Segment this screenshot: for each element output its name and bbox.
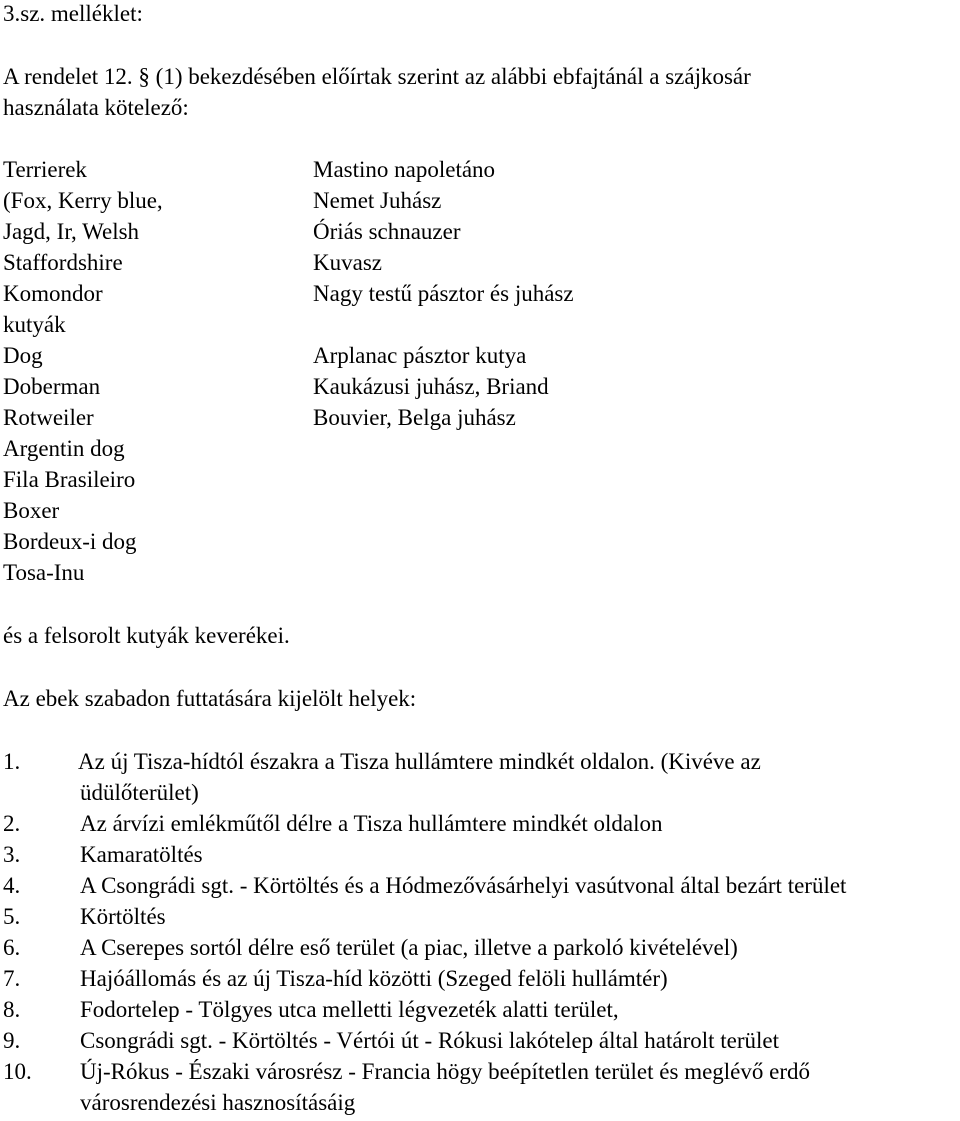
breed-item: Dog xyxy=(3,343,43,368)
spacer xyxy=(313,309,574,340)
item-text: Az új Tisza-hídtól északra a Tisza hullámtere mindkét oldalon. (Kivéve az xyxy=(78,749,761,774)
intro-line-1: A rendelet 12. § (1) bekezdésében előírtak szerint az alábbi ebfajtánál a szájkosár xyxy=(3,64,751,89)
breed-item: Bordeux-i dog xyxy=(3,529,137,554)
annex-label: 3.sz. melléklet: xyxy=(3,1,143,26)
breed-item: Kaukázusi juhász, Briand xyxy=(313,374,549,399)
intro-line-2: használata kötelező: xyxy=(3,95,189,120)
item-number: 10. xyxy=(3,1059,32,1084)
breed-item: kutyák xyxy=(3,312,66,337)
breed-item: Jagd, Ir, Welsh xyxy=(3,219,140,244)
item-text: Fodortelep - Tölgyes utca melletti légvezeték alatti terület, xyxy=(80,997,619,1022)
breed-item: Staffordshire xyxy=(3,250,123,275)
item-number: 5. xyxy=(3,904,21,929)
item-number: 9. xyxy=(3,1028,21,1053)
item-number: 3. xyxy=(3,842,21,867)
breed-item: Boxer xyxy=(3,498,60,523)
breed-list-right xyxy=(313,154,574,433)
places-heading: Az ebek szabadon futtatására kijelölt helyek: xyxy=(3,686,417,711)
breed-item: Argentin dog xyxy=(3,436,125,461)
item-text: Kamaratöltés xyxy=(80,842,203,867)
item-text-cont: városrendezési hasznosításáig xyxy=(80,1090,356,1115)
breed-item: Komondor xyxy=(3,281,103,306)
item-text: Csongrádi sgt. - Körtöltés - Vértói út - Rókusi lakótelep által határolt terület xyxy=(80,1028,780,1053)
breed-item: Óriás schnauzer xyxy=(313,219,461,244)
breed-item: Arplanac pásztor kutya xyxy=(313,343,527,368)
item-text: Körtöltés xyxy=(80,904,166,929)
item-number: 8. xyxy=(3,997,21,1022)
breed-item: Nemet Juhász xyxy=(313,188,442,213)
breed-item: Nagy testű pásztor és juhász xyxy=(313,281,574,306)
breed-item: Terrierek xyxy=(3,157,87,182)
mix-note: és a felsorolt kutyák keverékei. xyxy=(3,623,290,648)
breed-item: Kuvasz xyxy=(313,250,382,275)
item-number: 4. xyxy=(3,873,21,898)
item-text-cont: üdülőterület) xyxy=(80,780,199,805)
breed-list-left xyxy=(3,154,163,588)
item-text: A Cserepes sortól délre eső terület (a piac, illetve a parkoló kivételével) xyxy=(80,935,738,960)
item-number: 2. xyxy=(3,811,21,836)
item-text: A Csongrádi sgt. - Körtöltés és a Hódmezővásárhelyi vasútvonal által bezárt terület xyxy=(80,873,847,898)
item-text: Az árvízi emlékműtől délre a Tisza hullámtere mindkét oldalon xyxy=(80,811,663,836)
item-text: Hajóállomás és az új Tisza-híd közötti (Szeged felöli hullámtér) xyxy=(80,966,668,991)
breed-item: (Fox, Kerry blue, xyxy=(3,188,163,213)
breed-item: Tosa-Inu xyxy=(3,560,85,585)
item-number: 6. xyxy=(3,935,21,960)
item-text: Új-Rókus - Északi városrész - Francia högy beépítetlen terület és meglévő erdő xyxy=(80,1059,811,1084)
breed-item: Doberman xyxy=(3,374,101,399)
item-number: 1. xyxy=(3,749,21,774)
breed-item: Fila Brasileiro xyxy=(3,467,136,492)
breed-item: Rotweiler xyxy=(3,405,94,430)
breed-item: Bouvier, Belga juhász xyxy=(313,405,516,430)
item-number: 7. xyxy=(3,966,21,991)
breed-item: Mastino napoletáno xyxy=(313,157,496,182)
